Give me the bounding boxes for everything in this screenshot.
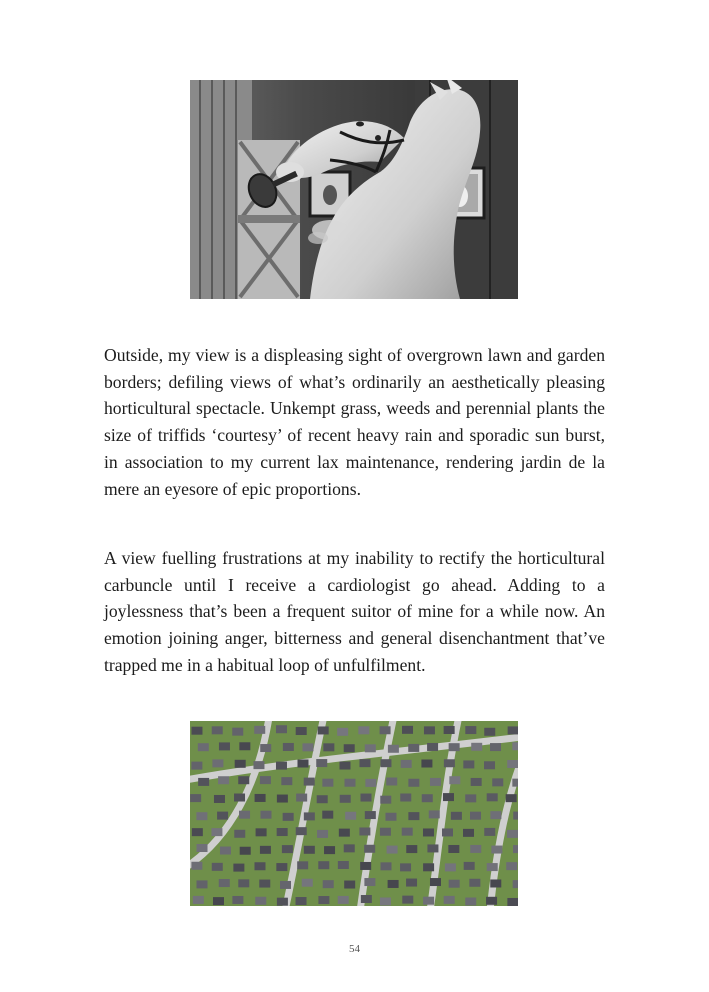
page-number: 54 [349, 943, 360, 955]
paragraph-2: A view fuelling frustrations at my inability to rectify the horticultural carbuncle until I receive a cardiologist go ahead. Adding to a joylessness that’s been a frequent suitor of mine for a while now. An emotion joining anger, bitterness and general disenchantment that’ve trapped me in a habitual loop of unfulfilment. [104, 548, 605, 675]
suburban-aerial-photo [190, 721, 518, 906]
paragraph-1: Outside, my view is a displeasing sight of overgrown lawn and garden borders; defiling views of what’s ordinarily an aesthetically pleasing horticultural spectacle. Unkempt grass, weeds and perennial plants the size of triffids ‘courtesy’ of recent heavy rain and sporadic sun burst, in association to my current lax maintenance, rendering jardin de la mere an eyesore of epic proportions. [104, 345, 605, 499]
horse-photo [190, 80, 518, 299]
